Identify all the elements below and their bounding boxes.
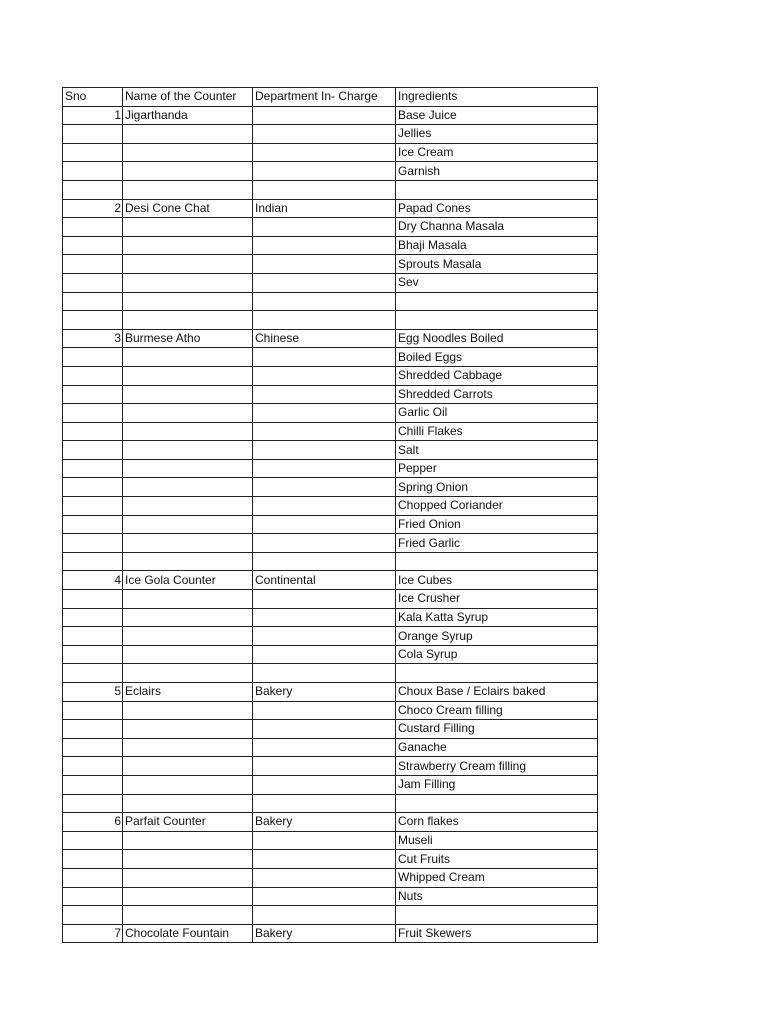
cell-sno[interactable] xyxy=(63,757,123,776)
table-row xyxy=(63,608,598,627)
cell-ingredient[interactable]: Spring Onion xyxy=(396,478,598,497)
cell-sno[interactable] xyxy=(63,720,123,739)
cell-sno[interactable]: 1 xyxy=(63,106,123,125)
cell-department[interactable] xyxy=(253,292,396,311)
cell-ingredient[interactable]: Garnish xyxy=(396,162,598,181)
cell-ingredient[interactable]: Pepper xyxy=(396,459,598,478)
cell-ingredient[interactable]: Shredded Cabbage xyxy=(396,366,598,385)
table-row xyxy=(63,738,598,757)
cell-ingredient[interactable]: Chopped Coriander xyxy=(396,497,598,516)
cell-department[interactable] xyxy=(253,459,396,478)
cell-department[interactable] xyxy=(253,125,396,144)
cell-ingredient[interactable]: Dry Channa Masala xyxy=(396,218,598,237)
cell-counter-name[interactable] xyxy=(123,292,253,311)
cell-department[interactable] xyxy=(253,534,396,553)
cell-counter-name[interactable] xyxy=(123,459,253,478)
cell-counter-name[interactable] xyxy=(123,868,253,887)
table-row xyxy=(63,385,598,404)
cell-counter-name[interactable] xyxy=(123,850,253,869)
cell-sno[interactable] xyxy=(63,292,123,311)
cell-counter-name[interactable] xyxy=(123,590,253,609)
cell-counter-name[interactable] xyxy=(123,757,253,776)
cell-ingredient[interactable] xyxy=(396,311,598,330)
cell-department[interactable] xyxy=(253,385,396,404)
cell-ingredient[interactable]: Papad Cones xyxy=(396,199,598,218)
cell-sno[interactable] xyxy=(63,794,123,813)
cell-department[interactable] xyxy=(253,236,396,255)
cell-counter-name[interactable] xyxy=(123,738,253,757)
cell-counter-name[interactable] xyxy=(123,720,253,739)
cell-ingredient[interactable]: Whipped Cream xyxy=(396,868,598,887)
cell-counter-name[interactable] xyxy=(123,534,253,553)
table-row xyxy=(63,590,598,609)
cell-counter-name[interactable]: Ice Gola Counter xyxy=(123,571,253,590)
cell-department[interactable]: Indian xyxy=(253,199,396,218)
table-row xyxy=(63,887,598,906)
cell-sno[interactable] xyxy=(63,441,123,460)
cell-sno[interactable] xyxy=(63,552,123,571)
cell-sno[interactable] xyxy=(63,775,123,794)
table-row xyxy=(63,757,598,776)
cell-department[interactable] xyxy=(253,831,396,850)
cell-sno[interactable] xyxy=(63,180,123,199)
cell-sno[interactable] xyxy=(63,701,123,720)
table-row xyxy=(63,236,598,255)
cell-ingredient[interactable]: Museli xyxy=(396,831,598,850)
cell-ingredient[interactable] xyxy=(396,906,598,925)
cell-ingredient[interactable]: Orange Syrup xyxy=(396,627,598,646)
cell-counter-name[interactable] xyxy=(123,236,253,255)
table-row xyxy=(63,329,598,348)
cell-ingredient[interactable]: Kala Katta Syrup xyxy=(396,608,598,627)
table-row xyxy=(63,868,598,887)
cell-sno[interactable] xyxy=(63,850,123,869)
cell-ingredient[interactable]: Sprouts Masala xyxy=(396,255,598,274)
table-row xyxy=(63,906,598,925)
table-row xyxy=(63,162,598,181)
cell-ingredient[interactable]: Fried Onion xyxy=(396,515,598,534)
cell-sno[interactable] xyxy=(63,311,123,330)
cell-counter-name[interactable]: Jigarthanda xyxy=(123,106,253,125)
table-row xyxy=(63,218,598,237)
cell-counter-name[interactable] xyxy=(123,385,253,404)
table-body xyxy=(63,88,598,943)
cell-sno[interactable] xyxy=(63,459,123,478)
cell-sno[interactable] xyxy=(63,404,123,423)
cell-counter-name[interactable]: Eclairs xyxy=(123,683,253,702)
header-name[interactable]: Name of the Counter xyxy=(123,88,253,107)
cell-sno[interactable]: 3 xyxy=(63,329,123,348)
cell-ingredient[interactable] xyxy=(396,180,598,199)
cell-ingredient[interactable]: Nuts xyxy=(396,887,598,906)
cell-counter-name[interactable] xyxy=(123,125,253,144)
cell-department[interactable] xyxy=(253,273,396,292)
table-row xyxy=(63,199,598,218)
cell-ingredient[interactable]: Cut Fruits xyxy=(396,850,598,869)
table-row xyxy=(63,831,598,850)
cell-department[interactable] xyxy=(253,441,396,460)
cell-ingredient[interactable]: Jellies xyxy=(396,125,598,144)
cell-department[interactable] xyxy=(253,850,396,869)
cell-ingredient[interactable] xyxy=(396,664,598,683)
cell-sno[interactable] xyxy=(63,422,123,441)
cell-counter-name[interactable] xyxy=(123,497,253,516)
table-row xyxy=(63,924,598,943)
cell-ingredient[interactable]: Chilli Flakes xyxy=(396,422,598,441)
cell-department[interactable] xyxy=(253,515,396,534)
cell-ingredient[interactable]: Choux Base / Eclairs baked xyxy=(396,683,598,702)
cell-department[interactable] xyxy=(253,552,396,571)
cell-counter-name[interactable] xyxy=(123,366,253,385)
table-row xyxy=(63,775,598,794)
cell-ingredient[interactable]: Salt xyxy=(396,441,598,460)
cell-department[interactable] xyxy=(253,348,396,367)
cell-counter-name[interactable] xyxy=(123,831,253,850)
cell-department[interactable] xyxy=(253,794,396,813)
cell-department[interactable]: Continental xyxy=(253,571,396,590)
cell-department[interactable] xyxy=(253,627,396,646)
cell-sno[interactable] xyxy=(63,627,123,646)
table-row xyxy=(63,478,598,497)
cell-ingredient[interactable]: Boiled Eggs xyxy=(396,348,598,367)
cell-sno[interactable]: 4 xyxy=(63,571,123,590)
cell-sno[interactable] xyxy=(63,515,123,534)
cell-sno[interactable] xyxy=(63,218,123,237)
cell-counter-name[interactable] xyxy=(123,255,253,274)
table-row xyxy=(63,366,598,385)
cell-counter-name[interactable] xyxy=(123,906,253,925)
cell-ingredient[interactable]: Ice Crusher xyxy=(396,590,598,609)
table-row xyxy=(63,292,598,311)
cell-department[interactable] xyxy=(253,720,396,739)
cell-counter-name[interactable] xyxy=(123,645,253,664)
table-row xyxy=(63,255,598,274)
cell-sno[interactable] xyxy=(63,868,123,887)
cell-counter-name[interactable] xyxy=(123,552,253,571)
header-department[interactable]: Department In- Charge xyxy=(253,88,396,107)
cell-sno[interactable]: 6 xyxy=(63,813,123,832)
cell-department[interactable] xyxy=(253,701,396,720)
cell-counter-name[interactable] xyxy=(123,162,253,181)
cell-counter-name[interactable] xyxy=(123,478,253,497)
cell-department[interactable] xyxy=(253,478,396,497)
table-row xyxy=(63,794,598,813)
cell-counter-name[interactable] xyxy=(123,515,253,534)
cell-department[interactable] xyxy=(253,311,396,330)
cell-sno[interactable] xyxy=(63,162,123,181)
cell-counter-name[interactable]: Chocolate Fountain xyxy=(123,924,253,943)
cell-department[interactable] xyxy=(253,738,396,757)
cell-counter-name[interactable] xyxy=(123,180,253,199)
cell-ingredient[interactable]: Shredded Carrots xyxy=(396,385,598,404)
header-sno[interactable]: Sno xyxy=(63,88,123,107)
cell-counter-name[interactable] xyxy=(123,441,253,460)
cell-department[interactable] xyxy=(253,887,396,906)
cell-ingredient[interactable]: Custard Filling xyxy=(396,720,598,739)
table-row xyxy=(63,273,598,292)
table-row xyxy=(63,106,598,125)
table-row xyxy=(63,850,598,869)
cell-department[interactable] xyxy=(253,775,396,794)
table-row xyxy=(63,720,598,739)
cell-department[interactable] xyxy=(253,757,396,776)
table-row xyxy=(63,813,598,832)
cell-sno[interactable] xyxy=(63,534,123,553)
cell-ingredient[interactable]: Fruit Skewers xyxy=(396,924,598,943)
cell-sno[interactable] xyxy=(63,664,123,683)
table-row xyxy=(63,125,598,144)
cell-ingredient[interactable]: Cola Syrup xyxy=(396,645,598,664)
cell-ingredient[interactable]: Ice Cream xyxy=(396,143,598,162)
table-row xyxy=(63,497,598,516)
cell-counter-name[interactable] xyxy=(123,311,253,330)
header-ingredients[interactable]: Ingredients xyxy=(396,88,598,107)
cell-department[interactable] xyxy=(253,422,396,441)
cell-sno[interactable]: 7 xyxy=(63,924,123,943)
cell-ingredient[interactable]: Bhaji Masala xyxy=(396,236,598,255)
cell-department[interactable] xyxy=(253,180,396,199)
cell-ingredient[interactable] xyxy=(396,292,598,311)
cell-sno[interactable] xyxy=(63,143,123,162)
table-row xyxy=(63,459,598,478)
cell-sno[interactable] xyxy=(63,255,123,274)
cell-counter-name[interactable] xyxy=(123,775,253,794)
cell-department[interactable] xyxy=(253,404,396,423)
cell-ingredient[interactable]: Sev xyxy=(396,273,598,292)
cell-department[interactable] xyxy=(253,366,396,385)
cell-department[interactable]: Bakery xyxy=(253,813,396,832)
table-row xyxy=(63,422,598,441)
cell-sno[interactable] xyxy=(63,385,123,404)
cell-department[interactable] xyxy=(253,590,396,609)
cell-counter-name[interactable] xyxy=(123,701,253,720)
cell-sno[interactable] xyxy=(63,348,123,367)
table-row xyxy=(63,143,598,162)
cell-ingredient[interactable] xyxy=(396,552,598,571)
table-row xyxy=(63,571,598,590)
cell-counter-name[interactable] xyxy=(123,794,253,813)
cell-ingredient[interactable]: Corn flakes xyxy=(396,813,598,832)
cell-counter-name[interactable] xyxy=(123,404,253,423)
cell-department[interactable] xyxy=(253,218,396,237)
table-row xyxy=(63,515,598,534)
table-row xyxy=(63,534,598,553)
cell-department[interactable] xyxy=(253,664,396,683)
cell-department[interactable] xyxy=(253,608,396,627)
cell-sno[interactable] xyxy=(63,497,123,516)
table-row xyxy=(63,180,598,199)
table-row xyxy=(63,311,598,330)
table-row xyxy=(63,441,598,460)
cell-department[interactable]: Chinese xyxy=(253,329,396,348)
cell-ingredient[interactable]: Egg Noodles Boiled xyxy=(396,329,598,348)
table-row xyxy=(63,552,598,571)
cell-ingredient[interactable]: Base Juice xyxy=(396,106,598,125)
cell-ingredient[interactable]: Jam Filling xyxy=(396,775,598,794)
cell-department[interactable] xyxy=(253,162,396,181)
cell-sno[interactable] xyxy=(63,366,123,385)
cell-counter-name[interactable] xyxy=(123,627,253,646)
cell-ingredient[interactable]: Ganache xyxy=(396,738,598,757)
cell-department[interactable] xyxy=(253,143,396,162)
cell-department[interactable] xyxy=(253,255,396,274)
cell-ingredient[interactable]: Garlic Oil xyxy=(396,404,598,423)
table-row xyxy=(63,645,598,664)
cell-sno[interactable] xyxy=(63,590,123,609)
cell-sno[interactable] xyxy=(63,887,123,906)
cell-sno[interactable] xyxy=(63,608,123,627)
cell-department[interactable] xyxy=(253,497,396,516)
table-row xyxy=(63,348,598,367)
table-row xyxy=(63,404,598,423)
cell-ingredient[interactable]: Strawberry Cream filling xyxy=(396,757,598,776)
cell-department[interactable]: Bakery xyxy=(253,924,396,943)
table-row xyxy=(63,683,598,702)
cell-ingredient[interactable]: Choco Cream filling xyxy=(396,701,598,720)
cell-counter-name[interactable]: Parfait Counter xyxy=(123,813,253,832)
cell-department[interactable]: Bakery xyxy=(253,683,396,702)
cell-department[interactable] xyxy=(253,106,396,125)
cell-sno[interactable] xyxy=(63,831,123,850)
cell-ingredient[interactable] xyxy=(396,794,598,813)
cell-counter-name[interactable] xyxy=(123,608,253,627)
cell-department[interactable] xyxy=(253,868,396,887)
cell-sno[interactable]: 5 xyxy=(63,683,123,702)
cell-sno[interactable] xyxy=(63,645,123,664)
cell-counter-name[interactable] xyxy=(123,218,253,237)
cell-counter-name[interactable] xyxy=(123,664,253,683)
cell-counter-name[interactable] xyxy=(123,143,253,162)
cell-sno[interactable] xyxy=(63,478,123,497)
cell-counter-name[interactable] xyxy=(123,422,253,441)
cell-counter-name[interactable] xyxy=(123,273,253,292)
cell-counter-name[interactable]: Burmese Atho xyxy=(123,329,253,348)
cell-sno[interactable] xyxy=(63,738,123,757)
table-row xyxy=(63,627,598,646)
header-row xyxy=(63,88,598,107)
cell-counter-name[interactable]: Desi Cone Chat xyxy=(123,199,253,218)
cell-counter-name[interactable] xyxy=(123,348,253,367)
table-row xyxy=(63,701,598,720)
cell-sno[interactable] xyxy=(63,906,123,925)
cell-counter-name[interactable] xyxy=(123,887,253,906)
cell-department[interactable] xyxy=(253,645,396,664)
counter-ingredients-table xyxy=(62,87,598,943)
cell-sno[interactable]: 2 xyxy=(63,199,123,218)
cell-sno[interactable] xyxy=(63,236,123,255)
cell-ingredient[interactable]: Fried Garlic xyxy=(396,534,598,553)
cell-department[interactable] xyxy=(253,906,396,925)
cell-sno[interactable] xyxy=(63,125,123,144)
cell-sno[interactable] xyxy=(63,273,123,292)
cell-ingredient[interactable]: Ice Cubes xyxy=(396,571,598,590)
table-row xyxy=(63,664,598,683)
